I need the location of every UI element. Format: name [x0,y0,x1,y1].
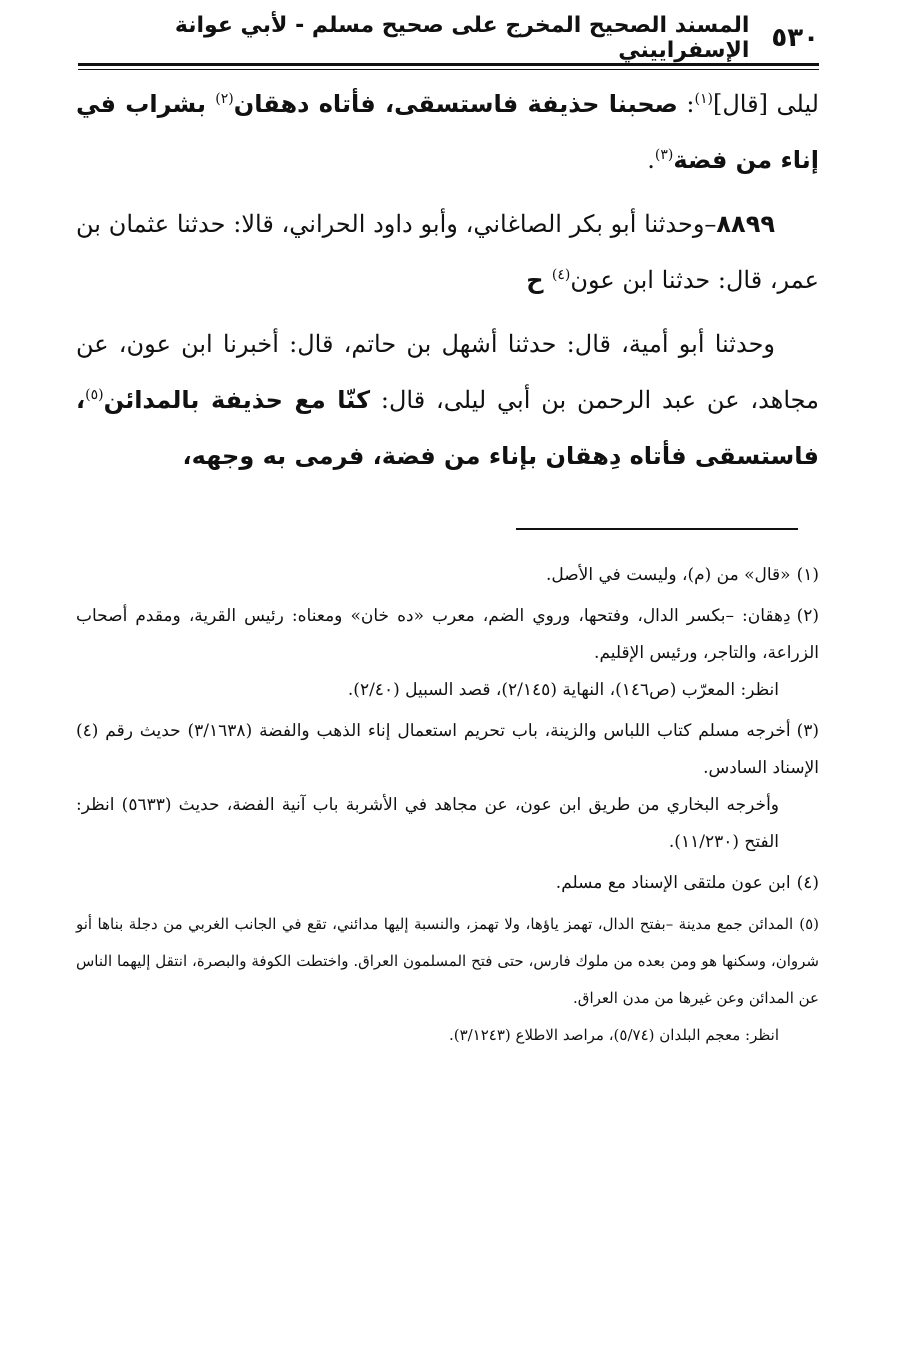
paragraph-continuation: ليلى [قال]$^{(١)}$: صحبنا حذيفة فاستسقى، فأتاه دهقان$^{(٢)}$ بشراب في إناء من فضة$^{(٣)}$. [76,90,819,174]
isnad-paragraph: وحدثنا أبو أمية، قال: حدثنا أشهل بن حاتم، قال: أخبرنا ابن عون، عن مجاهد، عن عبد الرحمن بن أبي ليلى، قال: كنّا مع حذيفة بالمدائن$^{(٥)}$، فاستسقى فأتاه دِهقان بإناء من فضة، فرمى به وجهه، [76,330,819,470]
footnote-5: (٥)المدائن جمع مدينة –بفتح الدال، تهمز ياؤها، ولا تهمز، والنسبة إليها مدائني، تقع في الجانب الغربي من دجلة بناها أنو شروان، وسكنها هو ومن بعده من ملوك فارس، حتى فتح المسلمون العراق. واختطت الكوفة والبصرة، انتقل إليهما الناس عن المدائن وعن غيرها من مدن العراق. انظر: معجم البلدان (٥/٧٤)، مراصد الاطلاع (٣/١٢٤٣). [76,915,819,1044]
footnote-4: (٤)ابن عون ملتقى الإسناد مع مسلم. [555,873,819,893]
header-rule-thin [78,69,819,70]
main-text [76,76,819,484]
hadith-8899: ٨٨٩٩–وحدثنا أبو بكر الصاغاني، وأبو داود الحراني، قالا: حدثنا عثمان بن عمر، قال: حدثنا ابن عون$^{(٤)}$ ح [76,210,819,294]
footnote-1: (١)«قال» من (م)، وليست في الأصل. [545,565,819,585]
footnote-2: (٢)دِهقان: –بكسر الدال، وفتحها، وروي الضم، معرب «ده خان» ومعناه: رئيس القرية، ومقدم أصحاب الزراعة، والتاجر، ورئيس الإقليم. انظر: المعرّب (ص١٤٦)، النهاية (٢/١٤٥)، قصد السبيل (٢/٤٠). [76,606,819,700]
header-rule-thick [78,63,819,66]
hadith-number: ٨٨٩٩ [716,210,775,238]
footnote-ref[interactable]: (٣) [654,147,674,163]
running-header [78,13,819,63]
footnote-separator [516,528,798,530]
footnote-3: (٣)أخرجه مسلم كتاب اللباس والزينة، باب تحريم استعمال إناء الذهب والفضة (٣/١٦٣٨) حديث رقم (٤) الإسناد السادس. وأخرجه البخاري من طريق ابن عون، عن مجاهد في الأشربة باب آنية الفضة، حديث (٥٦٣٣) انظر: الفتح (١١/٢٣٠). [76,721,819,852]
footnote-ref[interactable]: (٤) [551,267,571,283]
footnote-ref[interactable]: (١) [694,91,713,107]
footnote-ref[interactable]: (٢) [215,91,234,107]
page-number: ٥٣٠ [771,23,819,53]
footnotes [76,557,819,1058]
book-title: المسند الصحيح المخرج على صحيح مسلم - لأبي عوانة الإسفراييني [174,13,750,63]
footnote-ref[interactable]: (٥) [85,387,104,403]
